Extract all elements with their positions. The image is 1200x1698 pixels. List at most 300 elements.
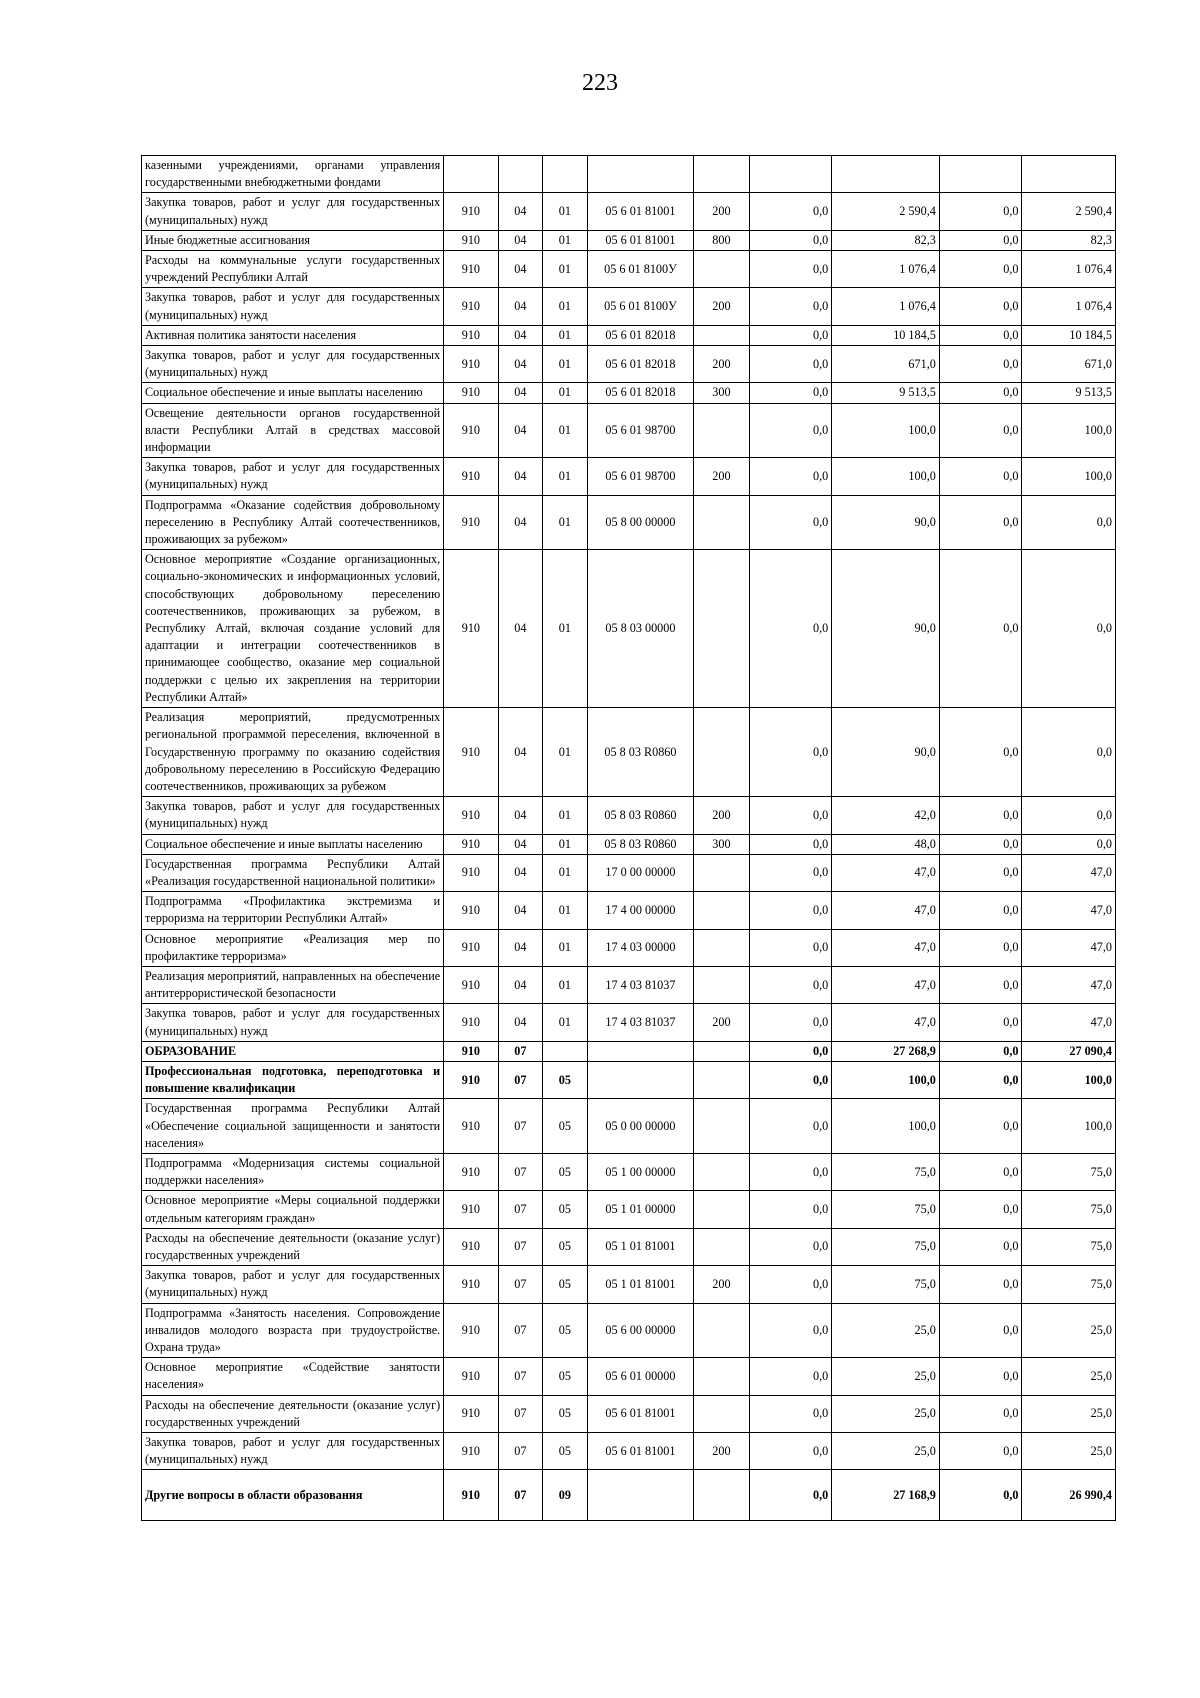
row-expense-type-cell — [694, 1358, 749, 1395]
table-row — [142, 1061, 1116, 1098]
row-amount-2-cell: 10 184,5 — [832, 325, 940, 345]
row-name-cell: Реализация мероприятий, предусмотренных региональной программой переселения, включенной в Государственную программу по оказанию содействия добровольному переселению в Российскую Федерацию соотечественников, проживающих за рубежом — [142, 708, 444, 797]
row-amount-3-cell: 0,0 — [939, 892, 1022, 929]
row-subsection-cell: 01 — [543, 383, 588, 403]
row-expense-type-cell: 800 — [694, 230, 749, 250]
row-target-article-cell: 05 6 01 98700 — [587, 403, 694, 458]
row-expense-type-cell — [694, 1303, 749, 1358]
row-amount-1-cell: 0,0 — [749, 854, 832, 891]
row-expense-type-cell: 200 — [694, 346, 749, 383]
row-section-cell: 04 — [498, 230, 543, 250]
row-amount-3-cell: 0,0 — [939, 325, 1022, 345]
row-admin-code-cell: 910 — [444, 1041, 498, 1061]
row-name-cell: Государственная программа Республики Алтай «Обеспечение социальной защищенности и занятости населения» — [142, 1099, 444, 1154]
row-amount-2-cell: 47,0 — [832, 929, 940, 966]
row-target-article-cell — [587, 1061, 694, 1098]
row-amount-3-cell: 0,0 — [939, 1004, 1022, 1041]
row-admin-code-cell: 910 — [444, 230, 498, 250]
row-target-article-cell: 05 8 03 R0860 — [587, 834, 694, 854]
row-target-article-cell: 05 8 03 R0860 — [587, 708, 694, 797]
table-row — [142, 1395, 1116, 1432]
table-row — [142, 251, 1116, 288]
row-subsection-cell: 05 — [543, 1191, 588, 1228]
row-name-cell: Закупка товаров, работ и услуг для государственных (муниципальных) нужд — [142, 797, 444, 834]
row-amount-2-cell: 100,0 — [832, 403, 940, 458]
row-subsection-cell: 01 — [543, 550, 588, 708]
table-row — [142, 495, 1116, 550]
row-amount-2-cell: 100,0 — [832, 1061, 940, 1098]
row-amount-2-cell: 100,0 — [832, 458, 940, 495]
row-amount-3-cell: 0,0 — [939, 403, 1022, 458]
row-section-cell: 04 — [498, 797, 543, 834]
row-amount-2-cell: 42,0 — [832, 797, 940, 834]
row-amount-3-cell: 0,0 — [939, 383, 1022, 403]
row-amount-3-cell: 0,0 — [939, 230, 1022, 250]
row-amount-3-cell: 0,0 — [939, 1358, 1022, 1395]
row-expense-type-cell — [694, 1153, 749, 1190]
row-section-cell: 04 — [498, 251, 543, 288]
row-amount-1-cell: 0,0 — [749, 1266, 832, 1303]
row-amount-1-cell: 0,0 — [749, 929, 832, 966]
row-amount-4-cell: 100,0 — [1022, 403, 1116, 458]
row-name-cell: Подпрограмма «Профилактика экстремизма и терроризма на территории Республики Алтай» — [142, 892, 444, 929]
row-amount-3-cell: 0,0 — [939, 193, 1022, 230]
row-name-cell: Основное мероприятие «Реализация мер по профилактике терроризма» — [142, 929, 444, 966]
row-target-article-cell: 05 6 01 81001 — [587, 1395, 694, 1432]
row-target-article-cell: 17 0 00 00000 — [587, 854, 694, 891]
row-amount-1-cell: 0,0 — [749, 403, 832, 458]
row-admin-code-cell: 910 — [444, 346, 498, 383]
row-amount-4-cell: 26 990,4 — [1022, 1470, 1116, 1521]
row-amount-2-cell: 25,0 — [832, 1358, 940, 1395]
row-section-cell: 07 — [498, 1228, 543, 1265]
row-amount-1-cell: 0,0 — [749, 1061, 832, 1098]
row-subsection-cell: 09 — [543, 1470, 588, 1521]
row-name-cell: Подпрограмма «Занятость населения. Сопровождение инвалидов молодого возраста при трудоустройстве. Охрана труда» — [142, 1303, 444, 1358]
row-expense-type-cell: 200 — [694, 797, 749, 834]
row-target-article-cell: 17 4 03 81037 — [587, 966, 694, 1003]
row-amount-1-cell: 0,0 — [749, 550, 832, 708]
row-target-article-cell: 05 6 01 82018 — [587, 383, 694, 403]
row-amount-2-cell: 75,0 — [832, 1228, 940, 1265]
row-section-cell: 04 — [498, 346, 543, 383]
row-amount-2-cell: 47,0 — [832, 854, 940, 891]
row-name-cell: ОБРАЗОВАНИЕ — [142, 1041, 444, 1061]
row-name-cell: Расходы на обеспечение деятельности (оказание услуг) государственных учреждений — [142, 1228, 444, 1265]
row-amount-3-cell: 0,0 — [939, 1191, 1022, 1228]
row-amount-1-cell: 0,0 — [749, 325, 832, 345]
row-amount-2-cell: 75,0 — [832, 1153, 940, 1190]
row-name-cell: Закупка товаров, работ и услуг для государственных (муниципальных) нужд — [142, 1433, 444, 1470]
row-target-article-cell: 05 6 00 00000 — [587, 1303, 694, 1358]
row-admin-code-cell: 910 — [444, 193, 498, 230]
row-amount-1-cell — [749, 156, 832, 193]
row-expense-type-cell: 300 — [694, 834, 749, 854]
row-target-article-cell: 05 6 01 82018 — [587, 346, 694, 383]
row-target-article-cell: 05 0 00 00000 — [587, 1099, 694, 1154]
row-section-cell: 07 — [498, 1358, 543, 1395]
row-section-cell: 07 — [498, 1061, 543, 1098]
row-amount-3-cell: 0,0 — [939, 346, 1022, 383]
row-amount-1-cell: 0,0 — [749, 346, 832, 383]
row-amount-2-cell: 25,0 — [832, 1303, 940, 1358]
row-admin-code-cell: 910 — [444, 1266, 498, 1303]
row-admin-code-cell: 910 — [444, 708, 498, 797]
row-admin-code-cell: 910 — [444, 403, 498, 458]
row-amount-1-cell: 0,0 — [749, 834, 832, 854]
table-row — [142, 892, 1116, 929]
row-name-cell: Освещение деятельности органов государственной власти Республики Алтай в средствах массовой информации — [142, 403, 444, 458]
table-row — [142, 1153, 1116, 1190]
row-section-cell: 04 — [498, 403, 543, 458]
row-target-article-cell: 05 1 01 00000 — [587, 1191, 694, 1228]
row-admin-code-cell: 910 — [444, 1433, 498, 1470]
row-amount-1-cell: 0,0 — [749, 383, 832, 403]
table-row — [142, 854, 1116, 891]
row-amount-1-cell: 0,0 — [749, 892, 832, 929]
row-expense-type-cell — [694, 1395, 749, 1432]
row-amount-1-cell: 0,0 — [749, 1470, 832, 1521]
row-name-cell: Закупка товаров, работ и услуг для государственных (муниципальных) нужд — [142, 1004, 444, 1041]
row-subsection-cell: 01 — [543, 854, 588, 891]
row-section-cell: 04 — [498, 708, 543, 797]
row-name-cell: Закупка товаров, работ и услуг для государственных (муниципальных) нужд — [142, 288, 444, 325]
row-amount-2-cell: 2 590,4 — [832, 193, 940, 230]
row-expense-type-cell — [694, 1191, 749, 1228]
row-target-article-cell: 17 4 03 00000 — [587, 929, 694, 966]
budget-table — [141, 155, 1116, 1521]
row-amount-3-cell: 0,0 — [939, 854, 1022, 891]
row-expense-type-cell — [694, 708, 749, 797]
row-section-cell: 07 — [498, 1433, 543, 1470]
row-section-cell: 04 — [498, 892, 543, 929]
row-amount-3-cell: 0,0 — [939, 495, 1022, 550]
row-subsection-cell: 01 — [543, 1004, 588, 1041]
row-subsection-cell: 01 — [543, 251, 588, 288]
row-amount-4-cell: 2 590,4 — [1022, 193, 1116, 230]
row-subsection-cell: 01 — [543, 966, 588, 1003]
row-section-cell: 07 — [498, 1470, 543, 1521]
row-expense-type-cell — [694, 1061, 749, 1098]
row-amount-2-cell: 100,0 — [832, 1099, 940, 1154]
row-amount-4-cell: 25,0 — [1022, 1395, 1116, 1432]
row-amount-2-cell: 90,0 — [832, 495, 940, 550]
row-amount-3-cell: 0,0 — [939, 966, 1022, 1003]
row-amount-3-cell: 0,0 — [939, 550, 1022, 708]
row-subsection-cell — [543, 156, 588, 193]
row-name-cell: Профессиональная подготовка, переподготовка и повышение квалификации — [142, 1061, 444, 1098]
row-section-cell: 07 — [498, 1099, 543, 1154]
row-expense-type-cell — [694, 1470, 749, 1521]
row-subsection-cell: 01 — [543, 403, 588, 458]
row-amount-2-cell: 47,0 — [832, 892, 940, 929]
row-amount-2-cell: 27 268,9 — [832, 1041, 940, 1061]
row-name-cell: Закупка товаров, работ и услуг для государственных (муниципальных) нужд — [142, 193, 444, 230]
row-target-article-cell: 05 1 01 81001 — [587, 1266, 694, 1303]
row-subsection-cell: 05 — [543, 1266, 588, 1303]
row-admin-code-cell: 910 — [444, 1303, 498, 1358]
row-expense-type-cell — [694, 966, 749, 1003]
row-target-article-cell: 17 4 03 81037 — [587, 1004, 694, 1041]
row-section-cell: 04 — [498, 854, 543, 891]
row-expense-type-cell — [694, 403, 749, 458]
row-amount-1-cell: 0,0 — [749, 288, 832, 325]
row-amount-1-cell: 0,0 — [749, 1099, 832, 1154]
row-subsection-cell: 01 — [543, 230, 588, 250]
row-expense-type-cell: 200 — [694, 1266, 749, 1303]
row-target-article-cell: 05 6 01 98700 — [587, 458, 694, 495]
row-admin-code-cell: 910 — [444, 1191, 498, 1228]
row-amount-2-cell: 1 076,4 — [832, 251, 940, 288]
row-section-cell: 04 — [498, 966, 543, 1003]
row-amount-3-cell: 0,0 — [939, 1099, 1022, 1154]
row-target-article-cell: 05 6 01 82018 — [587, 325, 694, 345]
table-row — [142, 550, 1116, 708]
row-amount-4-cell: 0,0 — [1022, 834, 1116, 854]
row-expense-type-cell: 200 — [694, 458, 749, 495]
row-name-cell: Другие вопросы в области образования — [142, 1470, 444, 1521]
table-row — [142, 1266, 1116, 1303]
row-subsection-cell: 01 — [543, 346, 588, 383]
row-amount-1-cell: 0,0 — [749, 1004, 832, 1041]
row-expense-type-cell: 300 — [694, 383, 749, 403]
row-amount-4-cell: 27 090,4 — [1022, 1041, 1116, 1061]
row-target-article-cell: 05 6 01 8100У — [587, 251, 694, 288]
table-row — [142, 156, 1116, 193]
row-target-article-cell: 05 6 01 81001 — [587, 193, 694, 230]
row-amount-4-cell: 25,0 — [1022, 1303, 1116, 1358]
row-amount-3-cell: 0,0 — [939, 929, 1022, 966]
row-amount-3-cell: 0,0 — [939, 251, 1022, 288]
row-expense-type-cell — [694, 156, 749, 193]
row-admin-code-cell: 910 — [444, 834, 498, 854]
row-admin-code-cell: 910 — [444, 1153, 498, 1190]
row-name-cell: Расходы на коммунальные услуги государственных учреждений Республики Алтай — [142, 251, 444, 288]
row-amount-4-cell: 0,0 — [1022, 550, 1116, 708]
row-amount-3-cell: 0,0 — [939, 458, 1022, 495]
row-amount-3-cell: 0,0 — [939, 797, 1022, 834]
row-section-cell: 04 — [498, 288, 543, 325]
row-amount-2-cell: 25,0 — [832, 1433, 940, 1470]
row-section-cell: 07 — [498, 1303, 543, 1358]
row-subsection-cell: 01 — [543, 495, 588, 550]
row-section-cell: 04 — [498, 834, 543, 854]
row-amount-1-cell: 0,0 — [749, 1041, 832, 1061]
table-row — [142, 929, 1116, 966]
row-section-cell: 04 — [498, 495, 543, 550]
row-admin-code-cell: 910 — [444, 854, 498, 891]
row-amount-1-cell: 0,0 — [749, 966, 832, 1003]
row-amount-4-cell: 100,0 — [1022, 1099, 1116, 1154]
row-amount-2-cell: 1 076,4 — [832, 288, 940, 325]
table-row — [142, 708, 1116, 797]
row-amount-3-cell: 0,0 — [939, 288, 1022, 325]
row-admin-code-cell: 910 — [444, 1099, 498, 1154]
table-row — [142, 1099, 1116, 1154]
row-amount-2-cell: 48,0 — [832, 834, 940, 854]
row-section-cell: 07 — [498, 1153, 543, 1190]
row-section-cell: 07 — [498, 1266, 543, 1303]
row-name-cell: Закупка товаров, работ и услуг для государственных (муниципальных) нужд — [142, 346, 444, 383]
row-amount-3-cell — [939, 156, 1022, 193]
row-amount-4-cell: 47,0 — [1022, 1004, 1116, 1041]
row-amount-1-cell: 0,0 — [749, 1191, 832, 1228]
row-amount-3-cell: 0,0 — [939, 1061, 1022, 1098]
row-admin-code-cell: 910 — [444, 1061, 498, 1098]
row-subsection-cell: 01 — [543, 834, 588, 854]
row-amount-1-cell: 0,0 — [749, 1228, 832, 1265]
row-target-article-cell: 05 6 01 00000 — [587, 1358, 694, 1395]
row-expense-type-cell — [694, 854, 749, 891]
row-admin-code-cell: 910 — [444, 892, 498, 929]
row-name-cell: Основное мероприятие «Содействие занятости населения» — [142, 1358, 444, 1395]
row-amount-1-cell: 0,0 — [749, 1153, 832, 1190]
table-row — [142, 193, 1116, 230]
row-amount-4-cell: 100,0 — [1022, 1061, 1116, 1098]
row-amount-1-cell: 0,0 — [749, 1395, 832, 1432]
row-amount-3-cell: 0,0 — [939, 1228, 1022, 1265]
row-admin-code-cell: 910 — [444, 1004, 498, 1041]
row-target-article-cell: 05 6 01 81001 — [587, 1433, 694, 1470]
row-amount-1-cell: 0,0 — [749, 1358, 832, 1395]
row-amount-2-cell: 25,0 — [832, 1395, 940, 1432]
row-section-cell: 04 — [498, 325, 543, 345]
table-row — [142, 383, 1116, 403]
row-amount-4-cell: 671,0 — [1022, 346, 1116, 383]
row-amount-4-cell: 75,0 — [1022, 1266, 1116, 1303]
row-name-cell: Подпрограмма «Модернизация системы социальной поддержки населения» — [142, 1153, 444, 1190]
row-target-article-cell: 05 1 01 81001 — [587, 1228, 694, 1265]
row-amount-2-cell: 75,0 — [832, 1266, 940, 1303]
row-amount-3-cell: 0,0 — [939, 1041, 1022, 1061]
row-name-cell: Социальное обеспечение и иные выплаты населению — [142, 383, 444, 403]
table-row — [142, 1433, 1116, 1470]
row-section-cell — [498, 156, 543, 193]
table-row — [142, 288, 1116, 325]
row-expense-type-cell — [694, 251, 749, 288]
table-row — [142, 1228, 1116, 1265]
row-name-cell: Реализация мероприятий, направленных на обеспечение антитеррористической безопасности — [142, 966, 444, 1003]
row-expense-type-cell — [694, 495, 749, 550]
row-section-cell: 07 — [498, 1191, 543, 1228]
row-amount-4-cell: 9 513,5 — [1022, 383, 1116, 403]
row-subsection-cell: 01 — [543, 193, 588, 230]
row-admin-code-cell: 910 — [444, 929, 498, 966]
row-name-cell: Закупка товаров, работ и услуг для государственных (муниципальных) нужд — [142, 1266, 444, 1303]
row-amount-4-cell: 100,0 — [1022, 458, 1116, 495]
row-amount-4-cell: 75,0 — [1022, 1191, 1116, 1228]
row-subsection-cell: 05 — [543, 1099, 588, 1154]
row-subsection-cell: 05 — [543, 1358, 588, 1395]
row-subsection-cell: 01 — [543, 929, 588, 966]
row-amount-2-cell: 27 168,9 — [832, 1470, 940, 1521]
table-row — [142, 1358, 1116, 1395]
row-admin-code-cell: 910 — [444, 1470, 498, 1521]
row-amount-2-cell: 90,0 — [832, 708, 940, 797]
row-amount-1-cell: 0,0 — [749, 193, 832, 230]
row-target-article-cell: 05 6 01 8100У — [587, 288, 694, 325]
row-section-cell: 04 — [498, 193, 543, 230]
row-amount-4-cell: 0,0 — [1022, 495, 1116, 550]
row-amount-3-cell: 0,0 — [939, 708, 1022, 797]
row-section-cell: 04 — [498, 458, 543, 495]
row-name-cell: Закупка товаров, работ и услуг для государственных (муниципальных) нужд — [142, 458, 444, 495]
row-target-article-cell: 05 1 00 00000 — [587, 1153, 694, 1190]
row-amount-4-cell: 47,0 — [1022, 929, 1116, 966]
row-amount-2-cell: 90,0 — [832, 550, 940, 708]
row-admin-code-cell: 910 — [444, 1358, 498, 1395]
table-row — [142, 966, 1116, 1003]
row-amount-4-cell — [1022, 156, 1116, 193]
row-amount-4-cell: 1 076,4 — [1022, 288, 1116, 325]
row-amount-4-cell: 10 184,5 — [1022, 325, 1116, 345]
row-amount-3-cell: 0,0 — [939, 1395, 1022, 1432]
row-expense-type-cell: 200 — [694, 1004, 749, 1041]
row-amount-4-cell: 47,0 — [1022, 966, 1116, 1003]
row-amount-4-cell: 0,0 — [1022, 797, 1116, 834]
row-amount-3-cell: 0,0 — [939, 1470, 1022, 1521]
row-amount-3-cell: 0,0 — [939, 1433, 1022, 1470]
row-name-cell: Социальное обеспечение и иные выплаты населению — [142, 834, 444, 854]
row-amount-1-cell: 0,0 — [749, 1433, 832, 1470]
row-target-article-cell — [587, 1041, 694, 1061]
row-target-article-cell — [587, 156, 694, 193]
row-amount-3-cell: 0,0 — [939, 1266, 1022, 1303]
row-expense-type-cell — [694, 1041, 749, 1061]
row-expense-type-cell — [694, 892, 749, 929]
row-amount-4-cell: 75,0 — [1022, 1228, 1116, 1265]
row-amount-1-cell: 0,0 — [749, 230, 832, 250]
row-name-cell: Расходы на обеспечение деятельности (оказание услуг) государственных учреждений — [142, 1395, 444, 1432]
row-amount-2-cell: 47,0 — [832, 966, 940, 1003]
row-amount-2-cell: 671,0 — [832, 346, 940, 383]
row-name-cell: казенными учреждениями, органами управления государственными внебюджетными фондами — [142, 156, 444, 193]
table-row — [142, 1041, 1116, 1061]
row-admin-code-cell: 910 — [444, 383, 498, 403]
row-subsection-cell: 01 — [543, 325, 588, 345]
row-amount-1-cell: 0,0 — [749, 1303, 832, 1358]
row-name-cell: Подпрограмма «Оказание содействия добровольному переселению в Республику Алтай соотечественников, проживающих за рубежом» — [142, 495, 444, 550]
row-amount-1-cell: 0,0 — [749, 495, 832, 550]
row-name-cell: Основное мероприятие «Меры социальной поддержки отдельным категориям граждан» — [142, 1191, 444, 1228]
row-subsection-cell — [543, 1041, 588, 1061]
row-amount-2-cell — [832, 156, 940, 193]
row-section-cell: 04 — [498, 383, 543, 403]
row-name-cell: Активная политика занятости населения — [142, 325, 444, 345]
row-amount-1-cell: 0,0 — [749, 251, 832, 288]
row-expense-type-cell: 200 — [694, 1433, 749, 1470]
table-row — [142, 325, 1116, 345]
row-admin-code-cell: 910 — [444, 251, 498, 288]
row-name-cell: Иные бюджетные ассигнования — [142, 230, 444, 250]
row-admin-code-cell: 910 — [444, 966, 498, 1003]
row-amount-2-cell: 82,3 — [832, 230, 940, 250]
table-row — [142, 346, 1116, 383]
row-amount-2-cell: 9 513,5 — [832, 383, 940, 403]
row-target-article-cell: 17 4 00 00000 — [587, 892, 694, 929]
row-subsection-cell: 01 — [543, 458, 588, 495]
row-expense-type-cell — [694, 1228, 749, 1265]
row-amount-3-cell: 0,0 — [939, 834, 1022, 854]
page-number: 223 — [582, 70, 618, 96]
row-admin-code-cell: 910 — [444, 1395, 498, 1432]
table-row — [142, 1470, 1116, 1521]
row-section-cell: 07 — [498, 1395, 543, 1432]
table-row — [142, 797, 1116, 834]
row-amount-3-cell: 0,0 — [939, 1303, 1022, 1358]
row-expense-type-cell: 200 — [694, 193, 749, 230]
row-amount-1-cell: 0,0 — [749, 458, 832, 495]
